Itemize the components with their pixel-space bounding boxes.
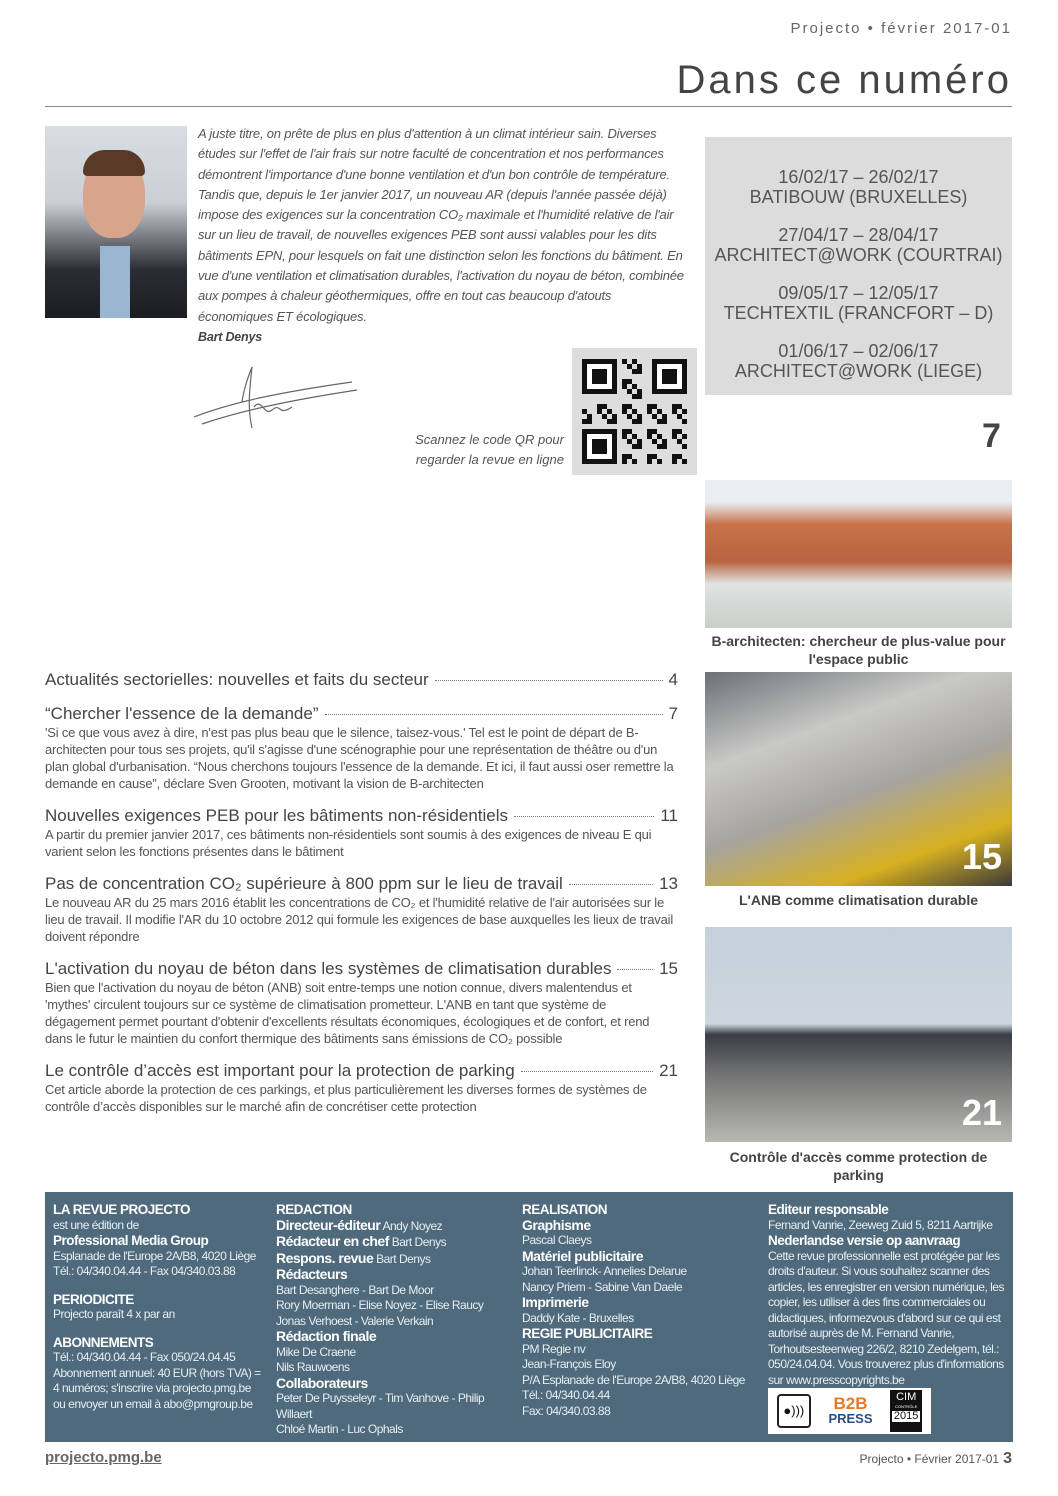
colophon-heading: PERIODICITE: [53, 1291, 134, 1307]
event-name: ARCHITECT@WORK (COURTRAI): [714, 245, 1003, 265]
cim-logo: CIM CONTRÔLE 2015: [890, 1390, 922, 1432]
colophon-text: Nils Rauwoens: [276, 1360, 350, 1374]
colophon-text: Esplanade de l'Europe 2A/B8, 4020 Liège: [53, 1248, 256, 1263]
logos: [768, 1388, 931, 1434]
colophon-heading: Editeur responsable: [768, 1202, 889, 1217]
author-photo: [45, 126, 187, 318]
colophon-text: Johan Teerlinck- Annelies Delarue: [522, 1264, 687, 1278]
colophon: [45, 1192, 1013, 1442]
colophon-text: Projecto paraît 4 x par an: [53, 1307, 175, 1321]
leader-dots: [435, 680, 663, 681]
feature-page-number: 21: [961, 1092, 1002, 1133]
leader-dots: [569, 884, 653, 885]
toc-description: A partir du premier janvier 2017, ces bâtiments non-résidentiels sont soumis à des exigences de niveau E qui varient selon les fonctions présentes dans le bâtiment: [45, 827, 652, 859]
toc-entry[interactable]: [45, 959, 678, 1047]
feature-page-number: 15: [961, 836, 1002, 877]
toc-entry[interactable]: [45, 704, 678, 792]
toc-page: 13: [659, 874, 678, 893]
event-item: [705, 341, 1012, 381]
toc-entry[interactable]: [45, 874, 678, 945]
colophon-heading: REGIE PUBLICITAIRE: [522, 1326, 653, 1341]
footer-label: Projecto • Février 2017-01: [859, 1452, 1000, 1466]
colophon-text: 4 numéros; s'inscrire via projecto.pmg.be: [53, 1381, 251, 1395]
colophon-text: Tél.: 04/340.04.44 - Fax 050/24.04.45: [53, 1350, 236, 1364]
colophon-heading: ABONNEMENTS: [53, 1334, 154, 1350]
event-dates: 16/02/17 – 26/02/17: [778, 167, 939, 187]
leader-dots: [514, 816, 654, 817]
toc-page: 7: [668, 704, 678, 723]
colophon-role: Respons. revue: [276, 1249, 374, 1266]
colophon-text: Fax: 04/340.03.88: [522, 1403, 611, 1418]
toc-entry[interactable]: [45, 1061, 678, 1115]
event-dates: 27/04/17 – 28/04/17: [778, 225, 939, 245]
colophon-text: Pascal Claeys: [522, 1233, 592, 1247]
colophon-role: Rédaction finale: [276, 1328, 377, 1344]
toc-page: 21: [659, 1061, 678, 1080]
colophon-name: Andy Noyez: [382, 1218, 443, 1233]
colophon-text: Rory Moerman - Elise Noyez - Elise Raucy: [276, 1298, 484, 1312]
event-item: [705, 283, 1012, 323]
toc-description: Le nouveau AR du 25 mars 2016 établit les concentrations de CO₂ et l'humidité relative de l'air autorisées sur le lieu de travail. Il modifie l'AR du 10 octobre 2012 qui formule les exigences de base auxquelles les lieux de travail doivent répondre: [45, 895, 674, 944]
event-item: [705, 167, 1012, 207]
toc-description: Bien que l'activation du noyau de béton (ANB) soit entre-temps une notion connue, divers malentendus et 'mythes' circulent toujours sur ce système de climatisation prometteur. L'ANB en tant que système de dégagement permet pourtant d'obtenir d'excellents résultats économiques, écologiques et de confort, et rend dans le futur le maintien du confort thermique des bâtiments sans émissions de CO₂ possible: [45, 980, 650, 1046]
colophon-role: Rédacteur en chef: [276, 1233, 389, 1249]
colophon-name: Bart Denys: [376, 1251, 431, 1266]
event-name: BATIBOUW (BRUXELLES): [749, 187, 968, 207]
colophon-heading: LA REVUE PROJECTO: [53, 1202, 191, 1217]
colophon-role: Graphisme: [522, 1216, 591, 1233]
colophon-role: Matériel publicitaire: [522, 1247, 643, 1264]
event-name: TECHTEXTIL (FRANCFORT – D): [723, 303, 994, 323]
divider: [45, 106, 1012, 107]
signature-image: [192, 362, 362, 437]
toc-title[interactable]: “Chercher l'essence de la demande”: [45, 704, 319, 723]
feature-caption[interactable]: Contrôle d'accès comme protection de parking: [729, 1149, 988, 1183]
toc-description: 'Si ce que vous avez à dire, n'est pas plus beau que le silence, taisez-vous.' Tel est le point de départ de B-architecten pour tous ses projets, qu'il s'agisse d'une scénographie pour une représentation de théâtre ou d'un plan global d'urbanisation. “Nous cherchons toujours l'essence de la demande. Et ici, il faut aussi oser remettre la demande en cause”, déclare Sven Grooten, motivant la vision de B-architecten: [45, 725, 674, 791]
colophon-role: Collaborateurs: [276, 1374, 368, 1391]
event-item: [705, 225, 1012, 265]
toc-page: 11: [660, 806, 678, 825]
colophon-text: Cette revue professionnelle est protégée par les droits d'auteur. Si vous souhaitez scanner des articles, les enregistrer en version numérique, les copier, les utiliser à des fins commerciales ou didactiques, informezvous d'abord sur ce qui est autorisé auprès de M. Fernand Vanrie, Torhoutsesteenweg 226/2, 8210 Zedelgem, tél.: 050/24.04.04. Vous trouverez plus d'informations sur www.presscopyrights.be: [768, 1248, 1004, 1387]
colophon-text: P/A Esplanade de l'Europe 2A/B8, 4020 Liège: [522, 1372, 745, 1387]
editorial-author: Bart Denys: [198, 329, 262, 344]
toc-title[interactable]: Pas de concentration CO₂ supérieure à 800 ppm sur le lieu de travail: [45, 874, 563, 893]
colophon-role: Rédacteurs: [276, 1266, 348, 1282]
running-head: Projecto • février 2017-01: [790, 20, 1012, 37]
colophon-heading: Nederlandse versie op aanvraag: [768, 1233, 961, 1248]
colophon-role: Imprimerie: [522, 1294, 589, 1310]
colophon-text: Chloé Martin - Luc Ophals: [276, 1422, 403, 1436]
colophon-name: Bart Denys: [391, 1235, 447, 1249]
toc-entry[interactable]: [45, 806, 678, 860]
b2b-press-logo: B2B PRESS: [828, 1394, 873, 1426]
colophon-text: ou envoyer un email à abo@pmgroup.be: [53, 1396, 253, 1411]
colophon-heading: REALISATION: [522, 1202, 607, 1217]
colophon-text: Daddy Kate - Bruxelles: [522, 1310, 634, 1325]
editorial: [198, 124, 684, 347]
website-link[interactable]: projecto.pmg.be: [45, 1449, 162, 1466]
colophon-text: est une édition de: [53, 1217, 139, 1232]
colophon-text: Nancy Priem - Sabine Van Daele: [522, 1279, 683, 1294]
page-number: 3: [1003, 1450, 1012, 1467]
leader-dots: [325, 714, 663, 715]
toc-page: 15: [659, 959, 678, 978]
colophon-text: Mike De Craene: [276, 1344, 356, 1359]
feature-image-architecture[interactable]: [705, 480, 1012, 628]
event-dates: 01/06/17 – 02/06/17: [778, 341, 939, 361]
toc-page: 4: [668, 670, 678, 689]
feature-caption[interactable]: B-architecten: chercheur de plus-value pour l'espace public: [711, 633, 1006, 667]
leader-dots: [521, 1071, 653, 1072]
colophon-text: Bart Desanghere - Bart De Moor: [276, 1282, 434, 1297]
colophon-text: Fernand Vanrie, Zeeweg Zuid 5, 8211 Aartrijke: [768, 1217, 993, 1232]
colophon-text: Tél.: 04/340.04.44: [522, 1388, 610, 1402]
event-name: ARCHITECT@WORK (LIEGE): [734, 361, 983, 381]
toc-title[interactable]: L'activation du noyau de béton dans les systèmes de climatisation durables: [45, 959, 612, 978]
page-footer: [859, 1450, 1012, 1468]
event-dates: 09/05/17 – 12/05/17: [778, 283, 939, 303]
colophon-text: Jean-François Eloy: [522, 1357, 616, 1371]
events-box: [705, 137, 1012, 395]
editorial-text: A juste titre, on prête de plus en plus d'attention à un climat intérieur sain. Diverses études sur l'effet de l'air frais sur notre faculté de concentration et nos performances démontrent l'importance d'une bonne ventilation et d'un bon contrôle de température. Tandis que, depuis le 1er janvier 2017, un nouveau AR (depuis l'année passée déjà) impose des exigences sur la concentration CO₂ maximale et l'humidité relative de l'air sur un lieu de travail, de nouvelles exigences PEB sont aussi valables pour les dits bâtiments EPN, pour lesquels on fait une distinction selon les fonctions du bâtiment. En vue d'une ventilation et climatisation durables, l'activation du noyau de béton, combinée aux pompes à chaleur géothermiques, offre en tout cas beaucoup d'atouts économiques ET écologiques.: [198, 126, 684, 324]
colophon-text: Peter De Puysseleyr - Tim Vanhove - Philip Willaert: [276, 1391, 485, 1421]
colophon-heading: Professional Media Group: [53, 1233, 209, 1248]
press-copyright-logo: ●))): [777, 1394, 811, 1428]
feature-caption[interactable]: L'ANB comme climatisation durable: [738, 892, 979, 908]
qr-caption: Scannez le code QR pour regarder la revue en ligne: [415, 432, 564, 467]
feature-page-number: 7: [982, 417, 1001, 455]
toc-description: Cet article aborde la protection de ces parkings, et plus particulièrement les diverses formes de systèmes de contrôle d’accès disponibles sur le marché afin de concrétiser cette protection: [45, 1082, 647, 1114]
colophon-text: Abonnement annuel: 40 EUR (hors TVA) =: [53, 1365, 261, 1380]
toc-entry[interactable]: [45, 670, 678, 690]
leader-dots: [617, 969, 653, 970]
toc-title[interactable]: Nouvelles exigences PEB pour les bâtiments non-résidentiels: [45, 806, 509, 825]
table-of-contents: [45, 670, 678, 1115]
feature-image-concrete[interactable]: [705, 672, 1012, 886]
colophon-text: PM Regie nv: [522, 1341, 586, 1356]
page-title: Dans ce numéro: [676, 58, 1012, 102]
qr-code[interactable]: [572, 348, 697, 475]
colophon-heading: REDACTION: [276, 1202, 352, 1217]
toc-title[interactable]: Le contrôle d’accès est important pour la protection de parking: [45, 1061, 515, 1080]
colophon-text: Jonas Verhoest - Valerie Verkain: [276, 1313, 434, 1328]
colophon-text: Tél.: 04/340.04.44 - Fax 04/340.03.88: [53, 1264, 236, 1278]
toc-title[interactable]: Actualités sectorielles: nouvelles et faits du secteur: [45, 670, 429, 689]
colophon-role: Directeur-éditeur: [276, 1216, 381, 1233]
feature-image-parking[interactable]: [705, 927, 1012, 1142]
